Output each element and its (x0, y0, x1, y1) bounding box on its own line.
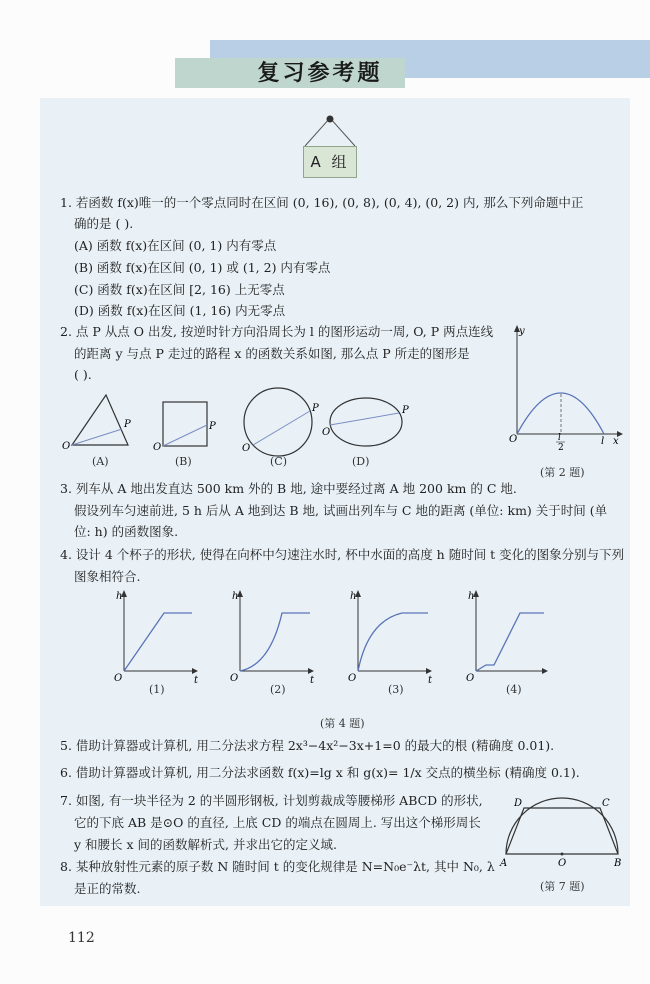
q7-line3: y 和腰长 x 间的函数解析式, 并求出它的定义域. (74, 837, 337, 852)
point-o-label: O (558, 858, 567, 868)
q5-line1: 5. 借助计算器或计算机, 用二分法求方程 2x³−4x²−3x+1=0 的最大的根 (精确度 0.01). (60, 738, 555, 753)
q4-line2: 图象相符合. (74, 569, 141, 584)
h-axis-label: h (232, 591, 239, 602)
point-d-label: D (514, 798, 523, 809)
point-a-label: A (500, 858, 508, 868)
origin-label: O (62, 441, 71, 452)
origin-label: O (348, 673, 357, 684)
t-axis-label: t (310, 675, 315, 686)
h-axis-label: h (468, 591, 475, 602)
q7-line1: 7. 如图, 有一块半径为 2 的半圆形钢板, 计划剪裁成等腰梯形 ABCD 的形状, (60, 793, 483, 808)
point-b-label: B (614, 858, 622, 868)
origin-label: O (114, 673, 123, 684)
q1-option-d: (D) 函数 f(x)在区间 (1, 16) 内无零点 (74, 303, 286, 318)
origin-label: O (153, 442, 162, 453)
half-l-denominator: 2 (558, 443, 564, 452)
q4-graphs-figure (110, 585, 550, 705)
triangle-shape (62, 395, 131, 452)
q1-option-b: (B) 函数 f(x)在区间 (0, 1) 或 (1, 2) 内有零点 (74, 260, 331, 275)
q4-graph-3 (348, 590, 433, 686)
square-shape (153, 402, 216, 453)
q4-graph-2 (230, 590, 315, 686)
ellipse-shape (322, 398, 409, 446)
shape-label-c: (C) (270, 455, 287, 468)
origin-label: O (509, 434, 518, 445)
q6-line1: 6. 借助计算器或计算机, 用二分法求函数 f(x)=lg x 和 g(x)= 1/x 交点的横坐标 (精确度 0.1). (60, 765, 580, 780)
q7-caption: (第 7 题) (540, 880, 585, 893)
p-label: P (124, 419, 131, 430)
q2-line1: 2. 点 P 从点 O 出发, 按逆时针方向沿周长为 l 的图形运动一周, O, P 两点连线 (60, 324, 494, 339)
y-axis-label: y (519, 326, 525, 337)
graph-label-3: (3) (388, 683, 404, 696)
p-label: P (209, 421, 216, 432)
q8-line2: 是正的常数. (74, 881, 141, 896)
shape-label-b: (B) (175, 455, 192, 468)
t-axis-label: t (428, 675, 433, 686)
q4-caption: (第 4 题) (320, 717, 365, 730)
q2-shapes-figure (60, 385, 430, 470)
origin-label: O (242, 443, 251, 454)
q1-line1: 1. 若函数 f(x)唯一的一个零点同时在区间 (0, 16), (0, 8), (0, 4), (0, 2) 内, 那么下列命题中正 (60, 195, 584, 210)
shape-label-d: (D) (352, 455, 370, 468)
q2-line2: 的距离 y 与点 P 走过的路程 x 的函数关系如图, 那么点 P 所走的图形是 (74, 346, 470, 361)
q3-line3: 位: h) 的函数图象. (74, 524, 179, 539)
q7-semicircle-figure (496, 788, 626, 868)
h-axis-label: h (350, 591, 357, 602)
x-axis-label: x (613, 436, 619, 447)
q2-caption: (第 2 题) (540, 466, 585, 479)
page-title: 复习参考题 (257, 61, 383, 86)
group-badge: A 组 (303, 146, 357, 178)
q1-line2: 确的是 ( ). (74, 216, 134, 231)
q8-line1: 8. 某种放射性元素的原子数 N 随时间 t 的变化规律是 N=N₀e⁻λt, 其中 N₀, λ (60, 859, 495, 874)
q1-option-c: (C) 函数 f(x)在区间 [2, 16) 上无零点 (74, 282, 285, 297)
q7-line2: 它的下底 AB 是⊙O 的直径, 上底 CD 的端点在圆周上. 写出这个梯形周长 (74, 815, 481, 830)
page-number: 112 (68, 930, 95, 946)
origin-label: O (230, 673, 239, 684)
h-axis-label: h (116, 591, 123, 602)
q4-graph-1 (114, 590, 199, 686)
p-label: P (402, 405, 409, 416)
l-label: l (601, 436, 605, 447)
q2-line3: ( ). (74, 367, 92, 382)
p-label: P (312, 403, 319, 414)
shape-label-a: (A) (92, 455, 109, 468)
q3-line2: 假设列车匀速前进, 5 h 后从 A 地到达 B 地, 试画出列车与 C 地的距离 (单位: km) 关于时间 (单 (74, 503, 608, 518)
origin-label: O (322, 427, 331, 438)
point-c-label: C (602, 798, 610, 809)
graph-label-4: (4) (506, 683, 522, 696)
q1-option-a: (A) 函数 f(x)在区间 (0, 1) 内有零点 (74, 238, 277, 253)
graph-label-2: (2) (270, 683, 286, 696)
q2-distance-graph (505, 322, 625, 452)
circle-shape (242, 388, 319, 456)
half-l-numerator: l (558, 433, 561, 443)
q4-graph-4 (466, 590, 548, 684)
graph-label-1: (1) (149, 683, 165, 696)
q4-line1: 4. 设计 4 个杯子的形状, 使得在向杯中匀速注水时, 杯中水面的高度 h 随时间 t 变化的图象分别与下列 (60, 547, 625, 562)
t-axis-label: t (194, 675, 199, 686)
q3-line1: 3. 列车从 A 地出发直达 500 km 外的 B 地, 途中要经过离 A 地 200 km 的 C 地. (60, 481, 517, 496)
origin-label: O (466, 673, 475, 684)
